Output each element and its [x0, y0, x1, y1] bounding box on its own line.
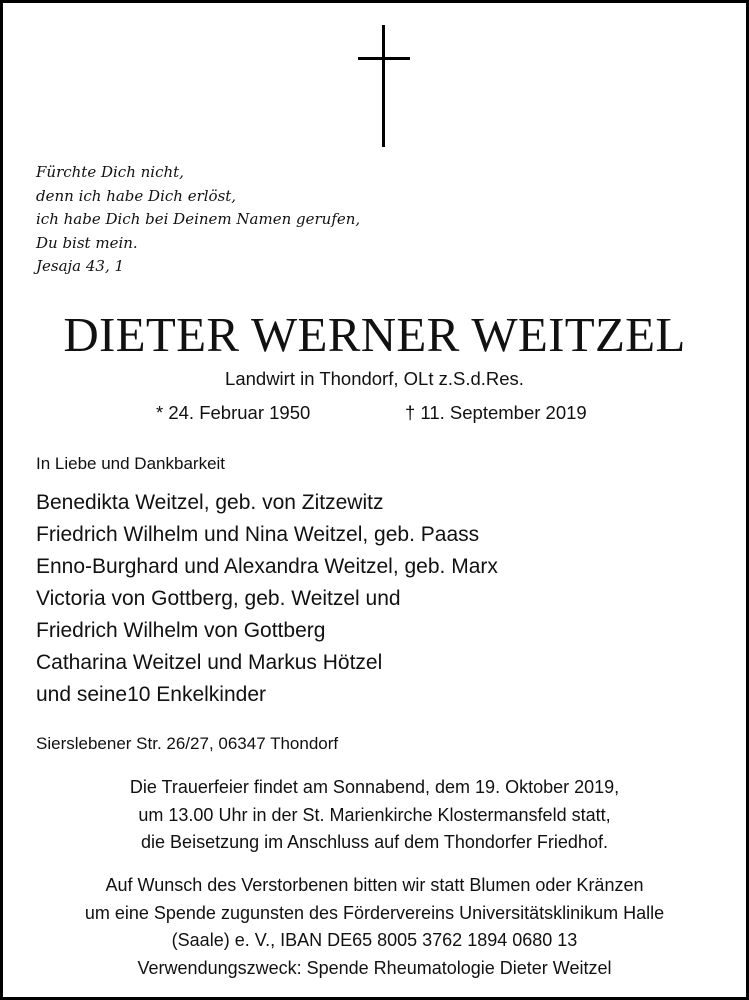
mourner-line: Friedrich Wilhelm von Gottberg — [36, 619, 326, 642]
deceased-name: DIETER WERNER WEITZEL — [63, 307, 686, 362]
cross-vertical-bar — [382, 25, 385, 147]
ceremony-line: die Beisetzung im Anschluss auf dem Thondorfer Friedhof. — [141, 832, 608, 853]
ceremony-line: Die Trauerfeier findet am Sonnabend, dem 19. Oktober 2019, — [129, 777, 620, 797]
verse-reference: Jesaja 43, 1 — [36, 257, 125, 276]
donation-request — [3, 872, 746, 982]
donation-line: Verwendungszweck: Spende Rheumatologie Dieter Weitzel — [137, 957, 612, 978]
mourner-line: Benedikta Weitzel, geb. von Zitzewitz — [36, 491, 384, 514]
verse-line: ich habe Dich bei Deinem Namen gerufen, — [36, 210, 361, 229]
death-date: † 11. September 2019 — [405, 402, 587, 423]
donation-line: um eine Spende zugunsten des Fördervereins Universitätsklinikum Halle — [84, 902, 665, 923]
family-address: Sierslebener Str. 26/27, 06347 Thondorf — [36, 734, 339, 753]
birth-date: * 24. Februar 1950 — [156, 402, 311, 423]
mourner-line: Enno-Burghard und Alexandra Weitzel, geb. Marx — [36, 555, 498, 578]
mourner-line: Catharina Weitzel und Markus Hötzel — [36, 651, 383, 674]
funeral-ceremony-info — [3, 774, 746, 857]
donation-line: Auf Wunsch des Verstorbenen bitten wir statt Blumen oder Kränzen — [105, 875, 644, 895]
mourner-line: und seine10 Enkelkinder — [36, 683, 266, 706]
dedication-line: In Liebe und Dankbarkeit — [36, 454, 226, 473]
mourner-line: Victoria von Gottberg, geb. Weitzel und — [36, 587, 401, 610]
donation-line: (Saale) e. V., IBAN DE65 8005 3762 1894 0680 13 — [171, 930, 578, 951]
mourners-list — [36, 487, 498, 711]
mourner-line: Friedrich Wilhelm und Nina Weitzel, geb. Paass — [36, 523, 480, 546]
cross-icon — [358, 25, 410, 147]
verse-line: Du bist mein. — [36, 233, 138, 252]
bible-verse — [36, 161, 360, 279]
verse-line: Fürchte Dich nicht, — [36, 163, 184, 181]
verse-line: denn ich habe Dich erlöst, — [36, 186, 237, 205]
ceremony-line: um 13.00 Uhr in der St. Marienkirche Klostermansfeld statt, — [138, 804, 611, 825]
deceased-profession: Landwirt in Thondorf, OLt z.S.d.Res. — [225, 368, 524, 389]
cross-horizontal-bar — [358, 57, 410, 60]
